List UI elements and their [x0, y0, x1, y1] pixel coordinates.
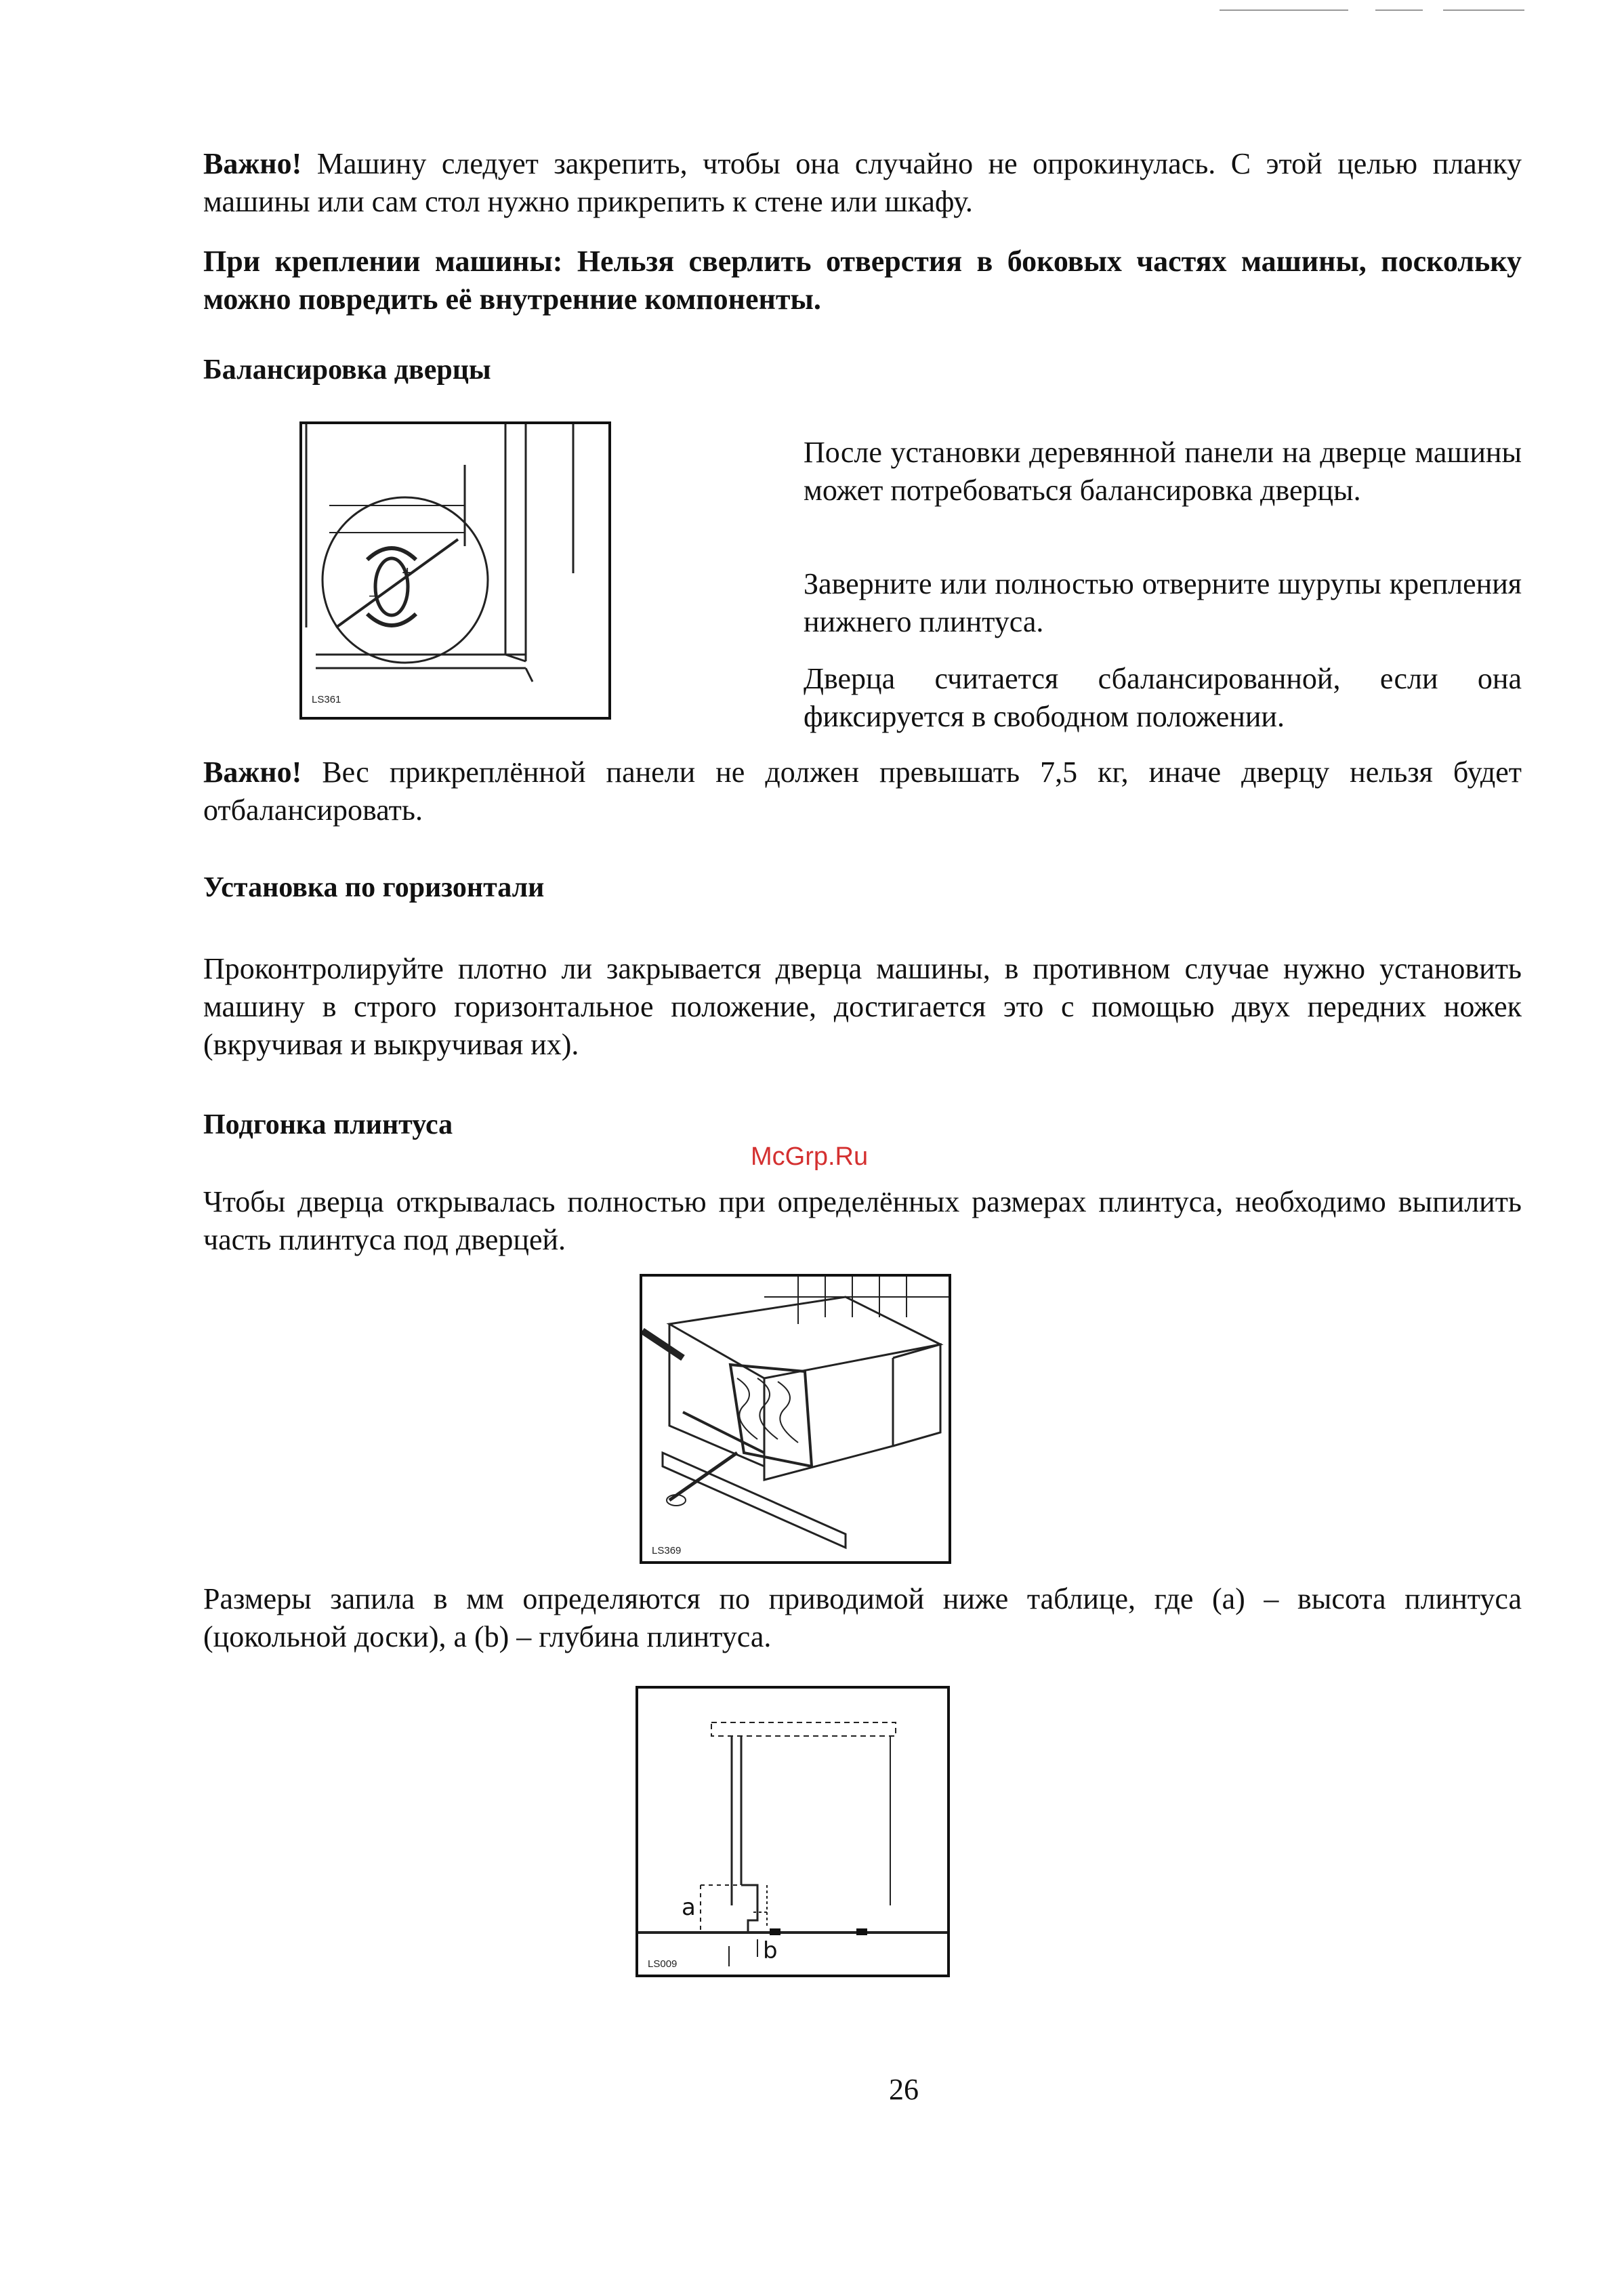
screw-adjust-icon — [302, 424, 608, 717]
warning-label: Важно! — [203, 756, 302, 789]
section-title-level: Установка по горизонтали — [203, 872, 545, 903]
warning-text: Вес прикреплённой панели не должен превышать 7,5 кг, иначе дверцу нельзя будет отбалансировать. — [203, 756, 1522, 827]
level-paragraph: Проконтролируйте плотно ли закрывается дверца машины, в противном случае нужно установить машину в строго горизонтальное положение, достигается это с помощью двух передних ножек (вкручивая и выкручивая их). — [203, 952, 1522, 1061]
warning-text: Машину следует закрепить, чтобы она случайно не опрокинулась. С этой целью планку машины или сам стол нужно прикрепить к стене или шкафу. — [203, 147, 1522, 218]
door-balance-figure — [299, 421, 611, 720]
svg-text:+: + — [401, 564, 414, 581]
label-b: b — [763, 1937, 778, 1964]
door-balance-paragraph-1: После установки деревянной панели на дверце машины может потребоваться балансировка дверцы. — [804, 436, 1522, 507]
warning-label: Важно! — [203, 147, 302, 180]
page-number: 26 — [889, 2073, 919, 2106]
watermark: McGrp.Ru — [751, 1142, 869, 1171]
section-title-door-balance: Балансировка дверцы — [203, 354, 491, 386]
svg-text:–: – — [369, 587, 376, 604]
plinth-illustration — [642, 1277, 949, 1561]
figure-code: LS009 — [648, 1958, 678, 1970]
plinth-paragraph: Чтобы дверца открывалась полностью при определённых размерах плинтуса, необходимо выпилить часть плинтуса под дверцей. — [203, 1185, 1522, 1256]
section-title-plinth: Подгонка плинтуса — [203, 1109, 453, 1140]
figure-code: LS369 — [652, 1545, 682, 1556]
warning-paragraph-3 — [203, 753, 1522, 829]
scan-artifact — [1443, 9, 1524, 11]
plinth-cut-figure — [640, 1274, 951, 1564]
scan-artifact — [1220, 9, 1348, 11]
scan-artifact — [1375, 9, 1423, 11]
warning-paragraph-1 — [203, 145, 1522, 221]
label-a: a — [682, 1894, 696, 1921]
dimensions-paragraph: Размеры запила в мм определяются по приводимой ниже таблице, где (а) – высота плинтуса (цокольной доски), а (b) – глубина плинтуса. — [203, 1582, 1522, 1653]
door-balance-paragraph-2: Заверните или полностью отверните шурупы крепления нижнего плинтуса. — [804, 567, 1522, 638]
dimensions-figure — [636, 1686, 950, 1977]
dimensions-illustration — [638, 1689, 947, 1975]
door-balance-paragraph-3: Дверца считается сбалансированной, если она фиксируется в свободном положении. — [804, 662, 1522, 733]
figure-code: LS361 — [312, 694, 341, 705]
warning-paragraph-2: При креплении машины: Нельзя сверлить отверстия в боковых частях машины, поскольку можно повредить её внутренние компоненты. — [203, 245, 1522, 316]
